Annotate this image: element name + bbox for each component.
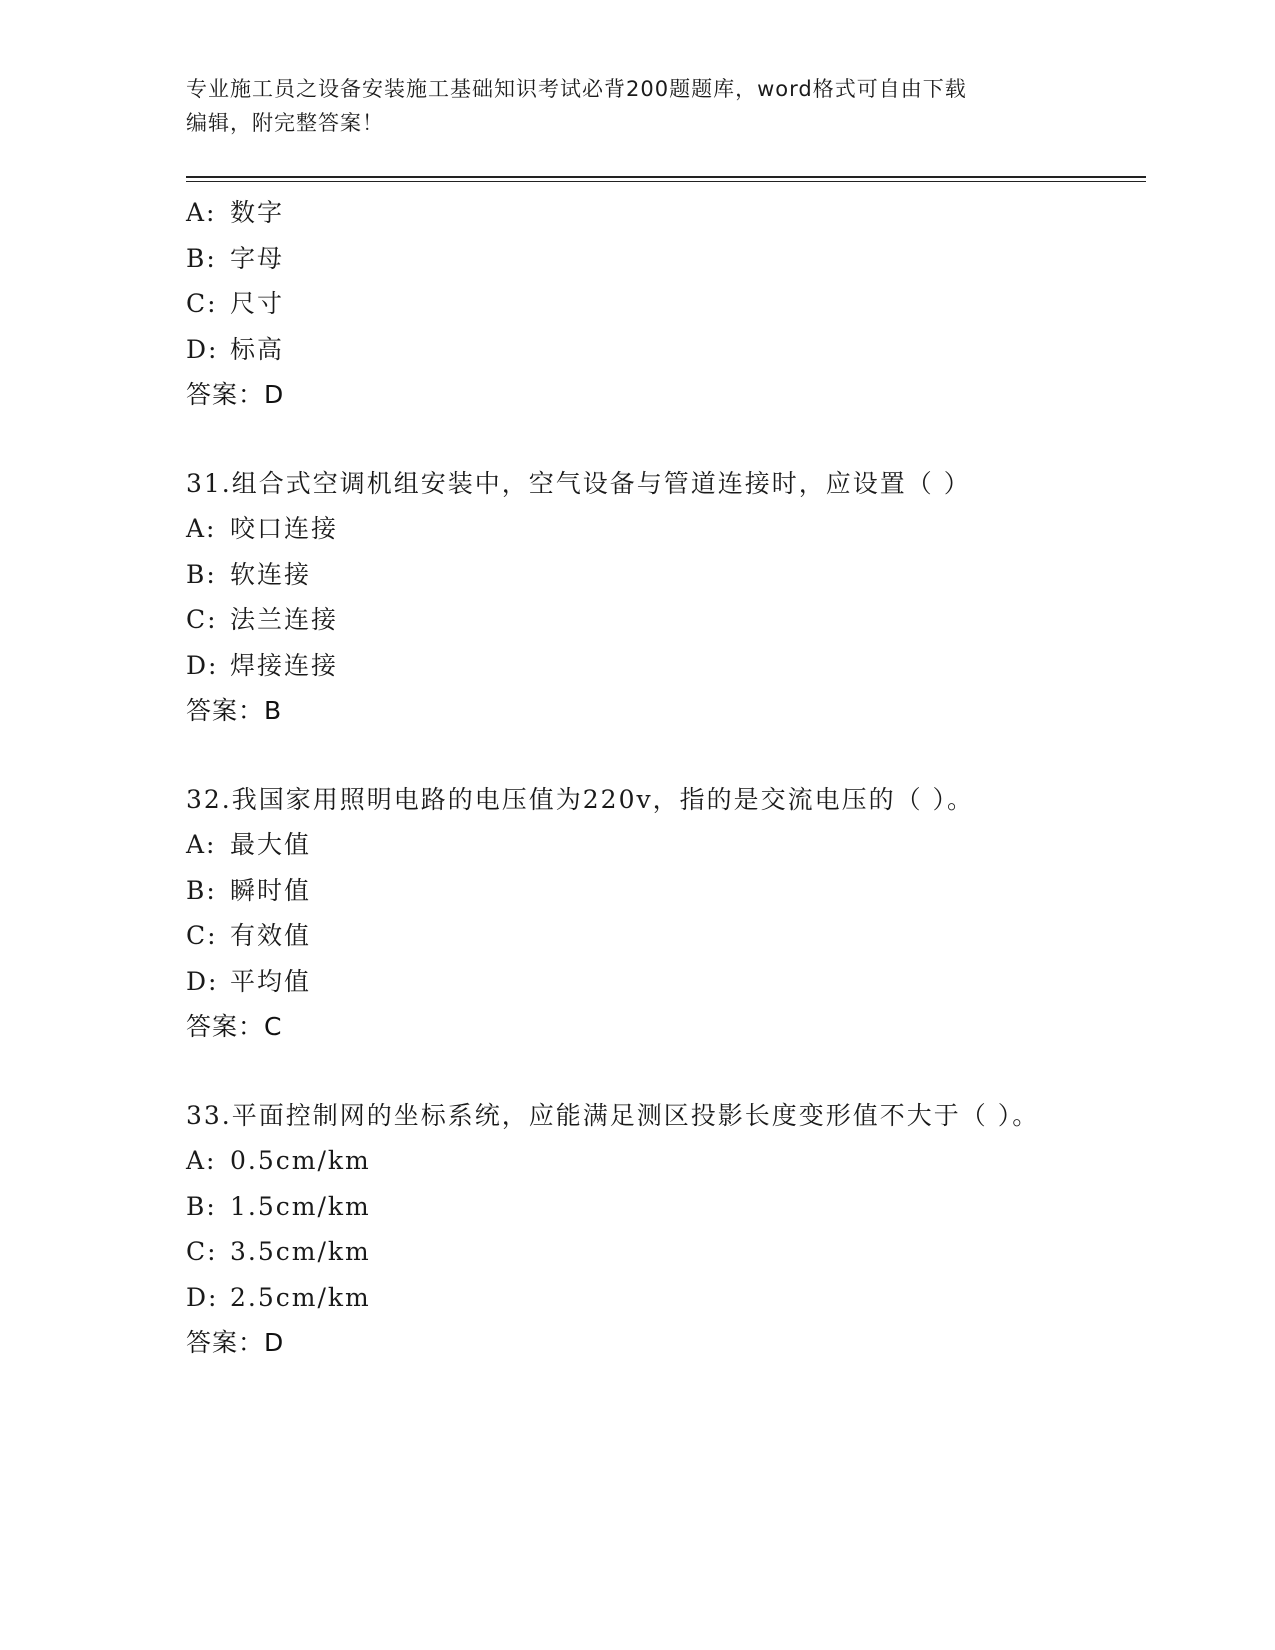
option-a — [186, 190, 1086, 236]
option-key: A: — [186, 514, 217, 543]
option-text: 数字 — [230, 198, 285, 227]
option-key: D: — [186, 966, 219, 996]
answer-line: 答案：C — [186, 1012, 283, 1041]
option-key: C: — [186, 921, 218, 950]
option-key: B: — [186, 559, 217, 589]
option-c — [186, 913, 1086, 959]
answer-line: 答案：D — [186, 1328, 285, 1357]
option-key: A: — [186, 830, 217, 859]
option-key: B: — [186, 1191, 217, 1221]
option-text: 3.5cm/km — [230, 1237, 371, 1266]
option-text: 0.5cm/km — [230, 1146, 371, 1175]
option-c — [186, 1229, 1086, 1275]
option-text: 尺寸 — [230, 289, 285, 318]
block-spacer — [186, 1050, 1086, 1093]
option-a — [186, 822, 1086, 868]
option-d — [186, 959, 1086, 1005]
block-spacer — [186, 734, 1086, 777]
question-block — [186, 461, 1086, 734]
option-key: D: — [186, 650, 219, 680]
header-line-1: 专业施工员之设备安装施工基础知识考试必背200题题库，word格式可自由下载 — [186, 77, 967, 101]
option-key: C: — [186, 605, 218, 634]
option-key: D: — [186, 1282, 219, 1312]
answer-line: 答案：D — [186, 380, 285, 409]
option-c — [186, 281, 1086, 327]
question-block — [186, 190, 1086, 418]
question-block — [186, 1093, 1086, 1366]
option-text: 平均值 — [230, 966, 312, 996]
option-d — [186, 327, 1086, 373]
option-key: B: — [186, 875, 217, 905]
header-line-2: 编辑，附完整答案！ — [186, 111, 384, 135]
question-text: 33.平面控制网的坐标系统，应能满足测区投影长度变形值不大于（ ）。 — [186, 1100, 1040, 1130]
option-b — [186, 552, 1086, 598]
header-divider-thin — [186, 181, 1146, 182]
question-text: 32.我国家用照明电路的电压值为220v，指的是交流电压的（ ）。 — [186, 784, 975, 814]
option-b — [186, 868, 1086, 914]
question-list — [186, 190, 1086, 1366]
option-b — [186, 1184, 1086, 1230]
option-text: 标高 — [230, 334, 285, 364]
question-text: 31.组合式空调机组安装中，空气设备与管道连接时，应设置（ ） — [186, 468, 971, 498]
option-b — [186, 236, 1086, 282]
option-a — [186, 506, 1086, 552]
option-key: C: — [186, 289, 218, 318]
option-text: 最大值 — [230, 830, 312, 859]
option-d — [186, 1275, 1086, 1321]
option-text: 咬口连接 — [230, 514, 339, 543]
option-text: 瞬时值 — [230, 875, 312, 905]
question-block — [186, 777, 1086, 1050]
header-divider-thick — [186, 176, 1146, 178]
option-d — [186, 643, 1086, 689]
answer-line: 答案：B — [186, 696, 283, 725]
block-spacer — [186, 418, 1086, 461]
option-key: D: — [186, 334, 219, 364]
option-text: 软连接 — [230, 559, 312, 589]
option-c — [186, 597, 1086, 643]
option-text: 字母 — [230, 243, 285, 273]
option-text: 1.5cm/km — [230, 1191, 371, 1221]
option-key: B: — [186, 243, 217, 273]
option-text: 有效值 — [230, 921, 312, 950]
document-header — [186, 72, 1066, 140]
option-key: A: — [186, 1146, 217, 1175]
option-text: 2.5cm/km — [230, 1282, 371, 1312]
option-a — [186, 1138, 1086, 1184]
option-text: 法兰连接 — [230, 605, 339, 634]
option-text: 焊接连接 — [230, 650, 339, 680]
option-key: A: — [186, 198, 217, 227]
option-key: C: — [186, 1237, 218, 1266]
